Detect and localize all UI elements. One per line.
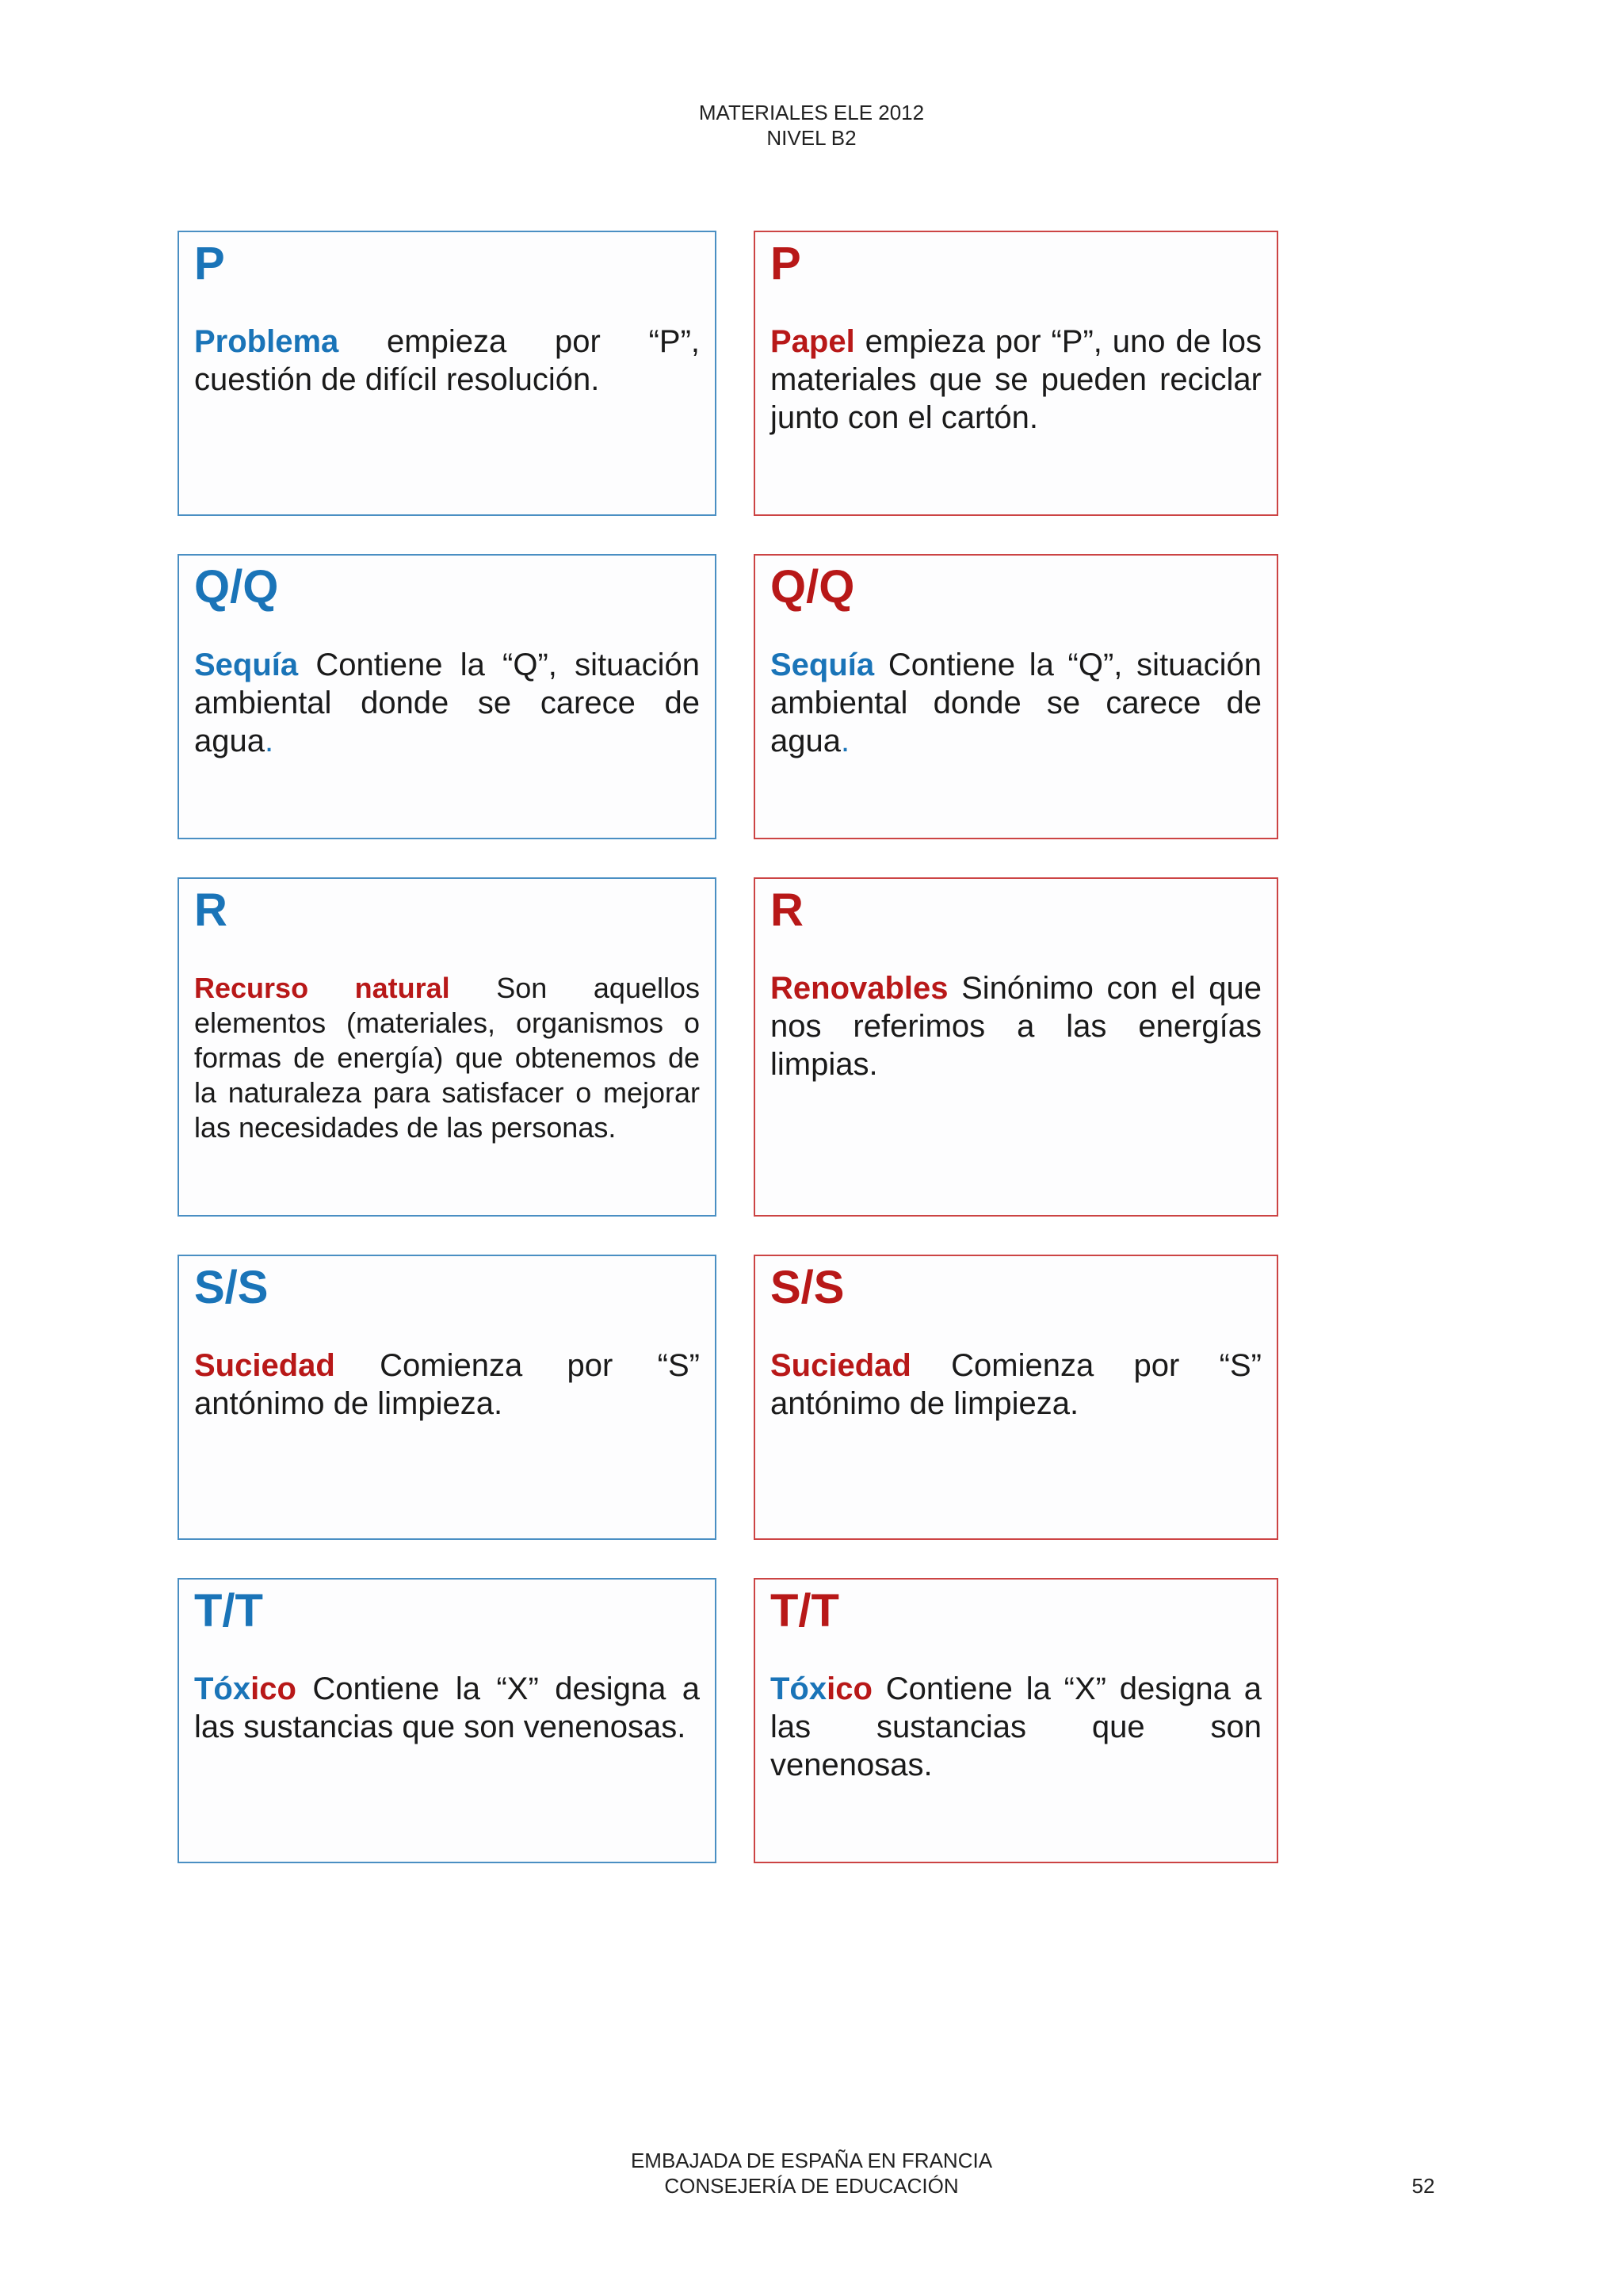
card-letter: Q/Q (194, 561, 279, 613)
card-keyword: Renovables (770, 971, 949, 1006)
card-text: Contiene la “X” designa a las sustancias que son venenosas. (194, 1671, 700, 1744)
header-title: MATERIALES ELE 2012 (698, 101, 925, 124)
card-text-end: . (264, 724, 274, 758)
card-definition (770, 646, 1262, 760)
card-letter: R (770, 884, 804, 936)
card-r-red (754, 877, 1278, 1217)
card-keyword: Recurso natural (194, 972, 450, 1004)
card-definition (194, 971, 700, 1145)
card-text: Contiene la “X” designa a las sustancias que son venenosas. (770, 1671, 1262, 1782)
card-keyword-part2: ico (250, 1671, 296, 1706)
header-level: NIVEL B2 (766, 126, 857, 150)
card-t-red (754, 1578, 1278, 1863)
card-letter: P (770, 238, 801, 289)
footer-embassy: EMBAJADA DE ESPAÑA EN FRANCIA (630, 2149, 993, 2172)
card-letter: S/S (194, 1262, 269, 1313)
card-text: Son aquellos elementos (materiales, organismos o formas de energía) que obtenemos de la naturaleza para satisfacer o mejorar las necesidades de las personas. (194, 972, 701, 1144)
card-text: Contiene la “Q”, situación ambiental donde se carece de agua (194, 648, 700, 758)
card-keyword-part1: Tóx (194, 1671, 251, 1706)
card-text: Comienza por “S” antónimo de limpieza. (770, 1348, 1262, 1421)
card-keyword: Suciedad (194, 1348, 335, 1383)
card-definition (770, 323, 1262, 437)
card-p-blue (178, 231, 716, 516)
card-definition (194, 1347, 700, 1423)
card-q-red (754, 554, 1278, 839)
page-header (0, 100, 1623, 151)
card-text: empieza por “P”, uno de los materiales que se pueden reciclar junto con el cartón. (770, 324, 1262, 435)
card-keyword: Sequía (194, 648, 299, 682)
card-keyword-part2: ico (827, 1671, 873, 1706)
footer-department: CONSEJERÍA DE EDUCACIÓN (664, 2174, 959, 2198)
card-keyword: Sequía (770, 648, 875, 682)
page-footer (0, 2148, 1623, 2199)
card-s-blue (178, 1255, 716, 1540)
card-keyword: Papel (770, 324, 855, 359)
card-letter: S/S (770, 1262, 845, 1313)
card-text: Contiene la “Q”, situación ambiental donde se carece de agua (770, 648, 1262, 758)
card-definition (770, 969, 1262, 1083)
card-text: Comienza por “S” antónimo de limpieza. (194, 1348, 700, 1421)
card-r-blue (178, 877, 716, 1217)
card-keyword-part1: Tóx (770, 1671, 827, 1706)
card-definition (194, 646, 700, 760)
card-t-blue (178, 1578, 716, 1863)
card-definition (770, 1347, 1262, 1423)
card-text: Sinónimo con el que nos referimos a las energías limpias. (770, 971, 1262, 1082)
card-letter: T/T (770, 1585, 839, 1637)
card-definition (770, 1670, 1262, 1784)
page-number: 52 (1411, 2174, 1435, 2198)
card-keyword: Problema (194, 324, 339, 359)
card-definition (194, 323, 700, 399)
card-s-red (754, 1255, 1278, 1540)
card-letter: R (194, 884, 227, 936)
card-letter: T/T (194, 1585, 263, 1637)
card-definition (194, 1670, 700, 1746)
card-letter: P (194, 238, 225, 289)
card-text: empieza por “P”, cuestión de difícil resolución. (194, 324, 700, 397)
card-text-end: . (840, 724, 850, 758)
card-q-blue (178, 554, 716, 839)
card-p-red (754, 231, 1278, 516)
card-letter: Q/Q (770, 561, 855, 613)
card-keyword: Suciedad (770, 1348, 911, 1383)
